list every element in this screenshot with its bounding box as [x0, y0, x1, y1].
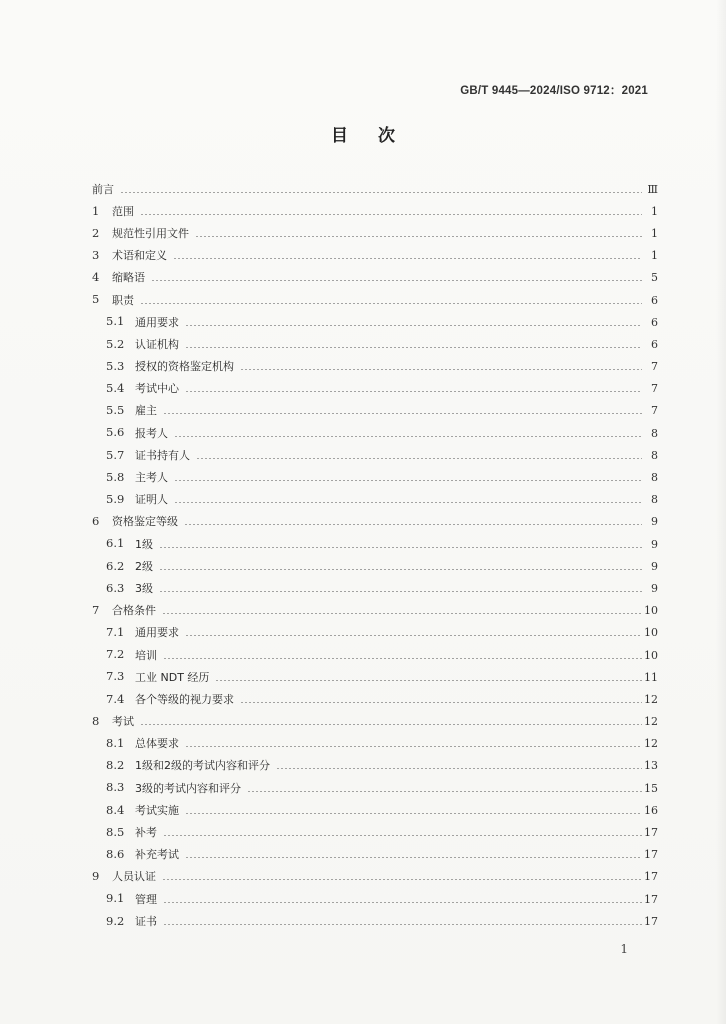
toc-dot-leader [159, 591, 642, 592]
toc-entry-title: 1级和2级的考试内容和评分 [135, 759, 270, 773]
toc-entry-number: 8.3 [106, 780, 125, 795]
toc-entry-number: 9 [92, 869, 100, 884]
toc-dot-leader [173, 258, 642, 259]
toc-entry[interactable] [92, 844, 658, 866]
toc-dot-leader [120, 192, 642, 193]
toc-dot-leader [163, 413, 642, 414]
toc-entry-page: 17 [644, 870, 658, 884]
toc-entry-page: 17 [644, 826, 658, 840]
toc-entry-page: 6 [651, 337, 658, 351]
toc-entry-number: 7 [92, 602, 100, 617]
toc-entry-number: 6.3 [106, 580, 125, 595]
toc-entry-number: 5 [92, 292, 100, 307]
toc-entry-number: 7.1 [106, 625, 125, 640]
toc-entry-title: 报考人 [135, 426, 168, 440]
toc-entry-page: 13 [644, 759, 658, 773]
toc-dot-leader [215, 680, 642, 681]
toc-entry[interactable] [92, 622, 658, 644]
toc-entry-number: 5.7 [106, 447, 125, 462]
toc-dot-leader [140, 214, 642, 215]
toc-dot-leader [240, 702, 642, 703]
toc-entry-title: 3级的考试内容和评分 [135, 781, 241, 795]
toc-entry-page: 1 [651, 249, 658, 263]
toc-dot-leader [174, 480, 642, 481]
toc-entry-page: 17 [644, 892, 658, 906]
toc-entry-number: 8.6 [106, 846, 125, 861]
toc-entry[interactable] [92, 400, 658, 422]
toc-entry-page: 7 [651, 382, 658, 396]
toc-entry-title: 雇主 [135, 404, 157, 418]
toc-entry-title: 2级 [135, 559, 153, 573]
toc-dot-leader [163, 902, 642, 903]
toc-entry-title: 总体要求 [135, 737, 179, 751]
toc-entry[interactable] [92, 311, 658, 333]
toc-entry-number: 6.1 [106, 536, 125, 551]
toc-entry-number: 5.9 [106, 491, 125, 506]
toc-entry-title: 考试中心 [135, 382, 179, 396]
toc-entry-page: 6 [651, 315, 658, 329]
toc-entry-page: 12 [644, 692, 658, 706]
toc-dot-leader [184, 524, 642, 525]
toc-entry-title: 1级 [135, 537, 153, 551]
toc-entry-title: 管理 [135, 892, 157, 906]
toc-entry-page: 10 [644, 604, 658, 618]
toc-entry[interactable] [92, 910, 658, 932]
toc-entry-page: 5 [651, 271, 658, 285]
toc-entry-page: 8 [651, 471, 658, 485]
toc-entry-number: 5.4 [106, 381, 125, 396]
page-title: 目次 [331, 126, 425, 146]
toc-entry-number: 8.1 [106, 736, 125, 751]
toc-entry[interactable] [92, 600, 658, 622]
toc-dot-leader [151, 280, 642, 281]
toc-entry-page: 17 [644, 914, 658, 928]
toc-entry-page: 10 [644, 626, 658, 640]
table-of-contents [92, 178, 658, 932]
toc-entry-title: 通用要求 [135, 315, 179, 329]
toc-entry-title: 考试实施 [135, 803, 179, 817]
toc-entry-page: 12 [644, 737, 658, 751]
toc-entry[interactable] [92, 489, 658, 511]
toc-entry[interactable] [92, 755, 658, 777]
toc-dot-leader [140, 303, 642, 304]
toc-entry-number: 8.4 [106, 802, 125, 817]
toc-entry-title: 3级 [135, 581, 153, 595]
toc-entry-number: 5.5 [106, 403, 125, 418]
toc-entry-title: 通用要求 [135, 626, 179, 640]
toc-dot-leader [174, 436, 642, 437]
toc-entry-title: 证明人 [135, 493, 168, 507]
toc-entry[interactable] [92, 888, 658, 910]
toc-entry[interactable] [92, 644, 658, 666]
toc-entry[interactable] [92, 222, 658, 244]
toc-entry-page: 10 [644, 648, 658, 662]
toc-dot-leader [140, 724, 642, 725]
toc-dot-leader [162, 879, 642, 880]
toc-entry-page: 7 [651, 404, 658, 418]
toc-dot-leader [247, 791, 642, 792]
toc-entry-page: 8 [651, 493, 658, 507]
toc-entry[interactable] [92, 267, 658, 289]
toc-entry[interactable] [92, 733, 658, 755]
toc-entry-title: 前言 [92, 182, 114, 196]
toc-entry-title: 授权的资格鉴定机构 [135, 360, 234, 374]
toc-dot-leader [185, 325, 642, 326]
toc-entry-title: 补考 [135, 826, 157, 840]
toc-dot-leader [185, 347, 642, 348]
toc-entry-number: 7.4 [106, 691, 125, 706]
toc-entry[interactable] [92, 577, 658, 599]
standard-number: GB/T 9445—2024/ISO 9712：2021 [460, 85, 648, 97]
toc-entry-number: 8.2 [106, 758, 125, 773]
toc-entry-title: 培训 [135, 648, 157, 662]
toc-entry-page: 11 [644, 670, 658, 684]
toc-dot-leader [185, 857, 642, 858]
toc-entry[interactable] [92, 466, 658, 488]
toc-entry-title: 工业 NDT 经历 [135, 670, 210, 684]
toc-entry-number: 7.2 [106, 647, 125, 662]
toc-entry-title: 证书 [135, 914, 157, 928]
toc-entry-number: 6 [92, 514, 100, 529]
toc-entry-number: 5.3 [106, 358, 125, 373]
toc-entry-page: 17 [644, 848, 658, 862]
scan-edge-shadow [716, 0, 726, 1024]
toc-entry-page: 9 [651, 515, 658, 529]
toc-entry-title: 补充考试 [135, 848, 179, 862]
toc-entry-page: 6 [651, 293, 658, 307]
toc-entry-title: 缩略语 [112, 271, 145, 285]
toc-entry[interactable] [92, 533, 658, 555]
toc-entry-number: 5.2 [106, 336, 125, 351]
toc-entry[interactable] [92, 799, 658, 821]
toc-entry-page: 9 [651, 581, 658, 595]
toc-entry-title: 术语和定义 [112, 249, 167, 263]
toc-dot-leader [159, 547, 642, 548]
toc-dot-leader [185, 391, 642, 392]
toc-entry[interactable] [92, 422, 658, 444]
toc-entry[interactable] [92, 777, 658, 799]
toc-entry-number: 9.1 [106, 891, 125, 906]
toc-entry[interactable] [92, 866, 658, 888]
toc-entry-page: 15 [644, 781, 658, 795]
toc-entry-number: 5.6 [106, 425, 125, 440]
toc-entry-number: 6.2 [106, 558, 125, 573]
toc-dot-leader [163, 924, 642, 925]
toc-dot-leader [163, 658, 642, 659]
page-number: 1 [620, 942, 628, 956]
toc-dot-leader [163, 835, 642, 836]
toc-entry[interactable] [92, 356, 658, 378]
toc-entry-title: 合格条件 [112, 604, 156, 618]
toc-entry[interactable] [92, 289, 658, 311]
toc-entry[interactable] [92, 711, 658, 733]
toc-entry-number: 4 [92, 270, 100, 285]
toc-entry[interactable] [92, 333, 658, 355]
toc-entry-number: 8.5 [106, 824, 125, 839]
toc-entry-number: 2 [92, 225, 100, 240]
toc-entry-title: 考试 [112, 715, 134, 729]
toc-entry-page: 1 [651, 226, 658, 240]
toc-dot-leader [185, 746, 642, 747]
toc-dot-leader [196, 458, 642, 459]
toc-entry[interactable] [92, 688, 658, 710]
toc-dot-leader [162, 613, 642, 614]
toc-entry[interactable] [92, 821, 658, 843]
toc-entry-number: 7.3 [106, 669, 125, 684]
toc-entry[interactable] [92, 444, 658, 466]
toc-entry[interactable] [92, 245, 658, 267]
toc-entry-title: 认证机构 [135, 337, 179, 351]
toc-dot-leader [240, 369, 642, 370]
toc-entry-number: 3 [92, 247, 100, 262]
toc-entry-title: 主考人 [135, 471, 168, 485]
toc-entry[interactable] [92, 378, 658, 400]
toc-entry-page: 8 [651, 426, 658, 440]
toc-entry-title: 各个等级的视力要求 [135, 692, 234, 706]
toc-entry-page: 8 [651, 448, 658, 462]
toc-entry-title: 证书持有人 [135, 448, 190, 462]
toc-entry-page: 16 [644, 803, 658, 817]
toc-entry-page: 9 [651, 537, 658, 551]
toc-entry-page: 7 [651, 360, 658, 374]
toc-entry-title: 人员认证 [112, 870, 156, 884]
toc-dot-leader [185, 813, 642, 814]
toc-entry[interactable] [92, 666, 658, 688]
toc-dot-leader [174, 502, 642, 503]
toc-entry-title: 范围 [112, 204, 134, 218]
toc-entry-page: Ⅲ [647, 182, 658, 196]
toc-entry-title: 资格鉴定等级 [112, 515, 178, 529]
toc-entry-page: 9 [651, 559, 658, 573]
toc-entry-title: 职责 [112, 293, 134, 307]
toc-dot-leader [276, 768, 642, 769]
toc-dot-leader [185, 635, 642, 636]
toc-entry[interactable] [92, 178, 658, 200]
toc-entry-number: 5.8 [106, 469, 125, 484]
toc-entry-title: 规范性引用文件 [112, 226, 189, 240]
toc-entry-number: 5.1 [106, 314, 125, 329]
toc-dot-leader [159, 569, 642, 570]
toc-entry-number: 1 [92, 203, 100, 218]
toc-dot-leader [195, 236, 642, 237]
toc-entry[interactable] [92, 511, 658, 533]
toc-entry-number: 9.2 [106, 913, 125, 928]
toc-entry-number: 8 [92, 713, 100, 728]
toc-entry-page: 12 [644, 715, 658, 729]
toc-entry[interactable] [92, 200, 658, 222]
toc-entry-page: 1 [651, 204, 658, 218]
toc-entry[interactable] [92, 555, 658, 577]
